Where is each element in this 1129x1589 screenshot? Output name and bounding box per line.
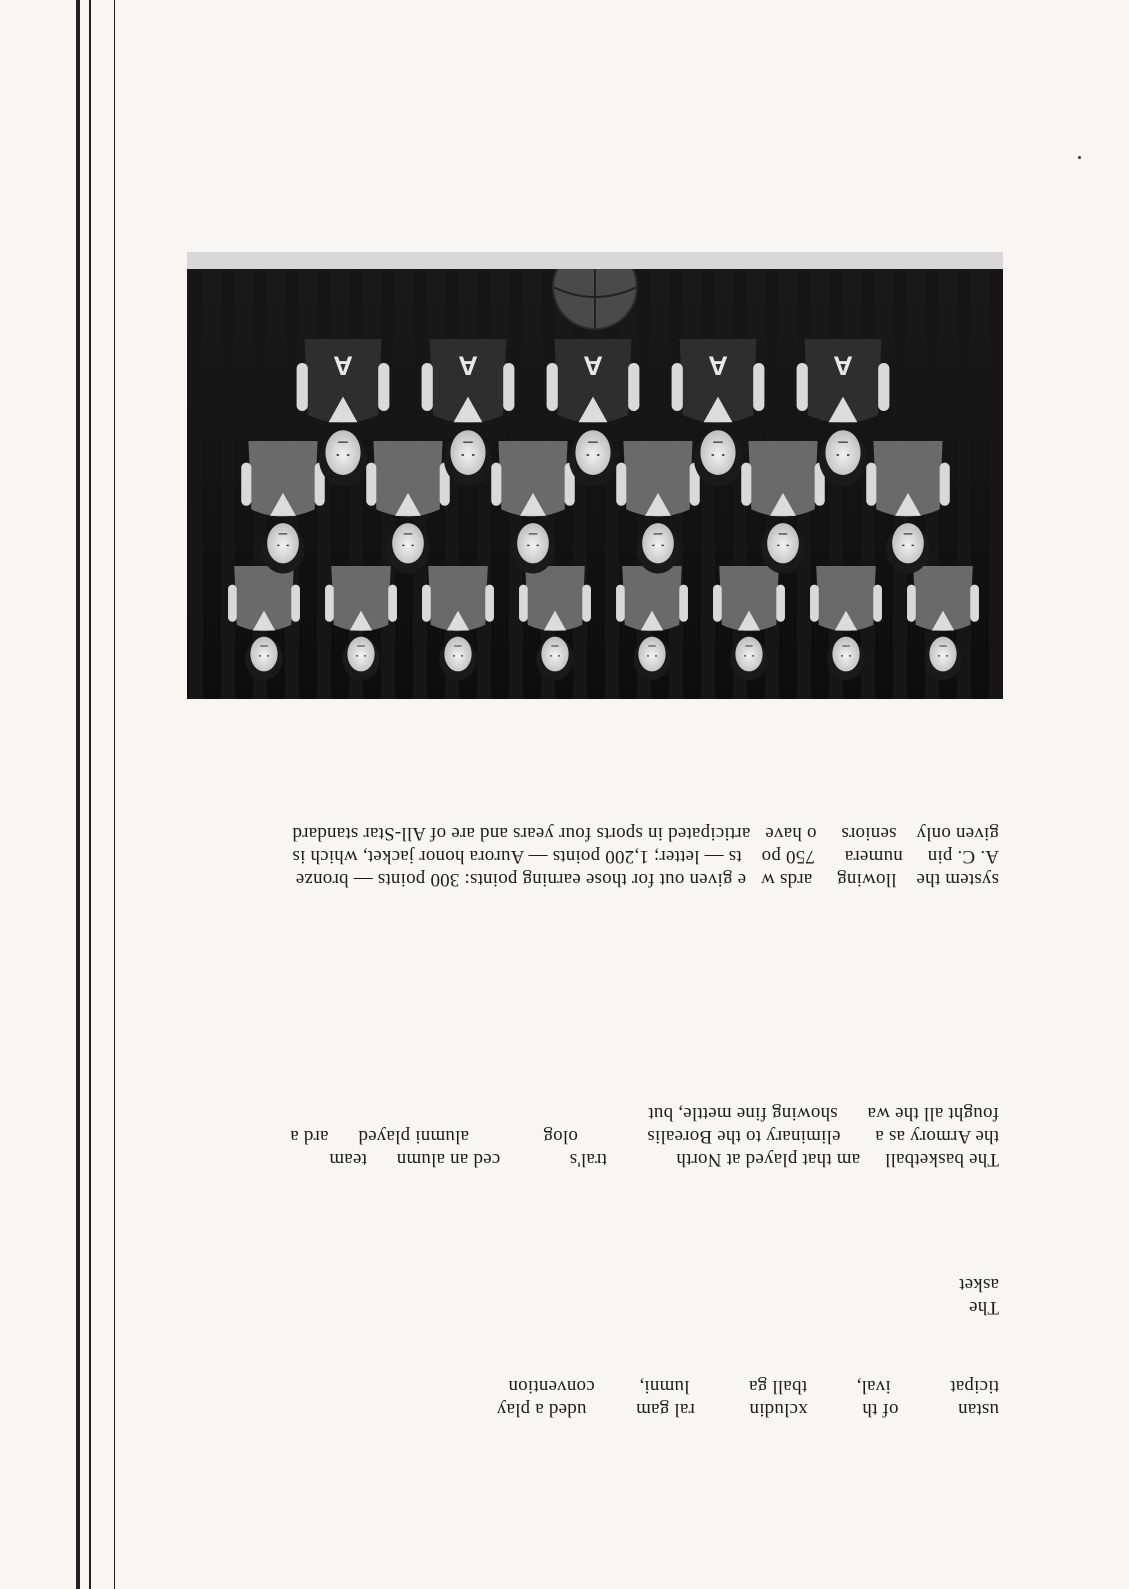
player-arm	[753, 363, 764, 411]
curtain-fold	[957, 252, 971, 699]
player-face	[575, 430, 610, 475]
player-eye	[537, 545, 539, 546]
player-arm	[616, 585, 625, 622]
player-eye	[662, 545, 664, 546]
player-arm	[297, 363, 308, 411]
binding-rule-thin-2	[114, 0, 115, 1589]
curtain-fold	[989, 252, 1003, 699]
player-arm	[378, 363, 389, 411]
player-mouth	[551, 645, 558, 646]
awards-line-2: A. C. pin numera 750 po ts — letter; 1,200 points — Aurora honor jacket, which is	[292, 846, 999, 867]
player-arm	[679, 585, 688, 622]
player-eye	[587, 454, 589, 456]
player-arm	[741, 463, 751, 506]
player-arm	[325, 585, 334, 622]
player-mouth	[463, 441, 473, 443]
player-mouth	[713, 441, 723, 443]
player-face	[638, 637, 665, 672]
player-arm	[672, 363, 683, 411]
player-arm	[907, 585, 916, 622]
player-face	[444, 637, 471, 672]
player-arm	[241, 463, 251, 506]
player-eye	[946, 655, 948, 656]
player-eye	[652, 545, 654, 546]
player-face	[267, 523, 299, 563]
player-eye	[655, 655, 657, 656]
player-face	[642, 523, 674, 563]
player-face	[700, 430, 735, 475]
player-arm	[366, 463, 376, 506]
player-face	[325, 430, 360, 475]
awards-paragraph	[179, 822, 999, 891]
player-arm	[228, 585, 237, 622]
player-arm	[582, 585, 591, 622]
player-mouth	[260, 645, 267, 646]
player-mouth	[279, 533, 288, 534]
player-mouth	[904, 533, 913, 534]
player-face	[832, 637, 859, 672]
player-arm	[503, 363, 514, 411]
player-mouth	[338, 441, 348, 443]
player-eye	[287, 545, 289, 546]
column-line-1: ustan of th xcludin ral gam uded a play	[496, 1399, 999, 1420]
player-arm	[713, 585, 722, 622]
binding-rule-thin-1	[89, 0, 91, 1589]
player-face	[929, 637, 956, 672]
player-eye	[462, 454, 464, 456]
player-face	[735, 637, 762, 672]
player-mouth	[588, 441, 598, 443]
basketball-line-3: fought all the wa showing fine mettle, but	[648, 1103, 999, 1124]
player-face	[892, 523, 924, 563]
player-arm	[485, 585, 494, 622]
player-mouth	[404, 533, 413, 534]
scan-speck	[1078, 156, 1081, 159]
player-eye	[453, 655, 455, 656]
player-eye	[259, 655, 261, 656]
player-arm	[628, 363, 639, 411]
jersey-letter: A	[583, 350, 603, 382]
player-face	[347, 637, 374, 672]
player-mouth	[939, 645, 946, 646]
player-eye	[597, 454, 599, 456]
player-mouth	[357, 645, 364, 646]
player-mouth	[529, 533, 538, 534]
basketball-line-2: the Armory as a eliminary to the Borealis olog alumni played ard a	[290, 1126, 999, 1147]
player-eye	[902, 545, 904, 546]
player-face	[517, 523, 549, 563]
player-arm	[519, 585, 528, 622]
player-arm	[491, 463, 501, 506]
player-eye	[647, 655, 649, 656]
player-eye	[841, 655, 843, 656]
player-eye	[837, 454, 839, 456]
player-mouth	[838, 441, 848, 443]
player-eye	[461, 655, 463, 656]
jersey-letter: A	[333, 350, 353, 382]
player-face	[541, 637, 568, 672]
fragment-line-1: The	[968, 1297, 999, 1318]
column-line-2: ticipat ival, tball ga lumni, convention	[508, 1376, 999, 1397]
player-eye	[744, 655, 746, 656]
player-eye	[267, 655, 269, 656]
team-photo	[187, 252, 1003, 699]
player-arm	[866, 463, 876, 506]
player-arm	[873, 585, 882, 622]
player-eye	[722, 454, 724, 456]
player-eye	[912, 545, 914, 546]
player-mouth	[454, 645, 461, 646]
player-arm	[388, 585, 397, 622]
player-arm	[810, 585, 819, 622]
basketball-line-1: The basketball am that played at North tral's ced an alumn team	[329, 1149, 999, 1170]
awards-line-1: system the llowing ards w e given out for those earning points: 300 points — bronze	[295, 869, 999, 890]
player-eye	[777, 545, 779, 546]
player-arm	[970, 585, 979, 622]
player-eye	[849, 655, 851, 656]
basketball-paragraph	[179, 1102, 999, 1171]
player-arm	[776, 585, 785, 622]
jersey-letter: A	[458, 350, 478, 382]
binding-rule-thick	[76, 0, 80, 1589]
photo-floor	[187, 252, 1003, 269]
curtain-fold	[189, 252, 203, 699]
player-eye	[558, 655, 560, 656]
player-mouth	[654, 533, 663, 534]
player-eye	[472, 454, 474, 456]
awards-line-3: given only seniors o have articipated in sports four years and are of All-Star standard	[292, 823, 999, 844]
player-face	[250, 637, 277, 672]
fragment-line-2: asket	[958, 1274, 999, 1295]
jersey-letter: A	[833, 350, 853, 382]
player-arm	[797, 363, 808, 411]
curtain-fold	[221, 252, 235, 699]
team-photo-image	[187, 252, 1003, 699]
player-face	[825, 430, 860, 475]
player-eye	[347, 454, 349, 456]
player-eye	[364, 655, 366, 656]
player-eye	[847, 454, 849, 456]
player-eye	[787, 545, 789, 546]
player-arm	[422, 363, 433, 411]
player-arm	[878, 363, 889, 411]
player-eye	[277, 545, 279, 546]
player-eye	[550, 655, 552, 656]
player-eye	[527, 545, 529, 546]
column-fragments	[179, 1375, 999, 1421]
player-face	[450, 430, 485, 475]
player-face	[392, 523, 424, 563]
player-eye	[712, 454, 714, 456]
player-mouth	[745, 645, 752, 646]
player-mouth	[779, 533, 788, 534]
jersey-letter: A	[708, 350, 728, 382]
player-eye	[938, 655, 940, 656]
player-arm	[547, 363, 558, 411]
player-eye	[412, 545, 414, 546]
player-arm	[616, 463, 626, 506]
player-mouth	[648, 645, 655, 646]
player-eye	[402, 545, 404, 546]
player-face	[767, 523, 799, 563]
player-arm	[291, 585, 300, 622]
player-mouth	[842, 645, 849, 646]
player-arm	[940, 463, 950, 506]
player-eye	[337, 454, 339, 456]
player-arm	[422, 585, 431, 622]
fragment-block	[879, 1273, 999, 1319]
player-eye	[752, 655, 754, 656]
player-eye	[356, 655, 358, 656]
